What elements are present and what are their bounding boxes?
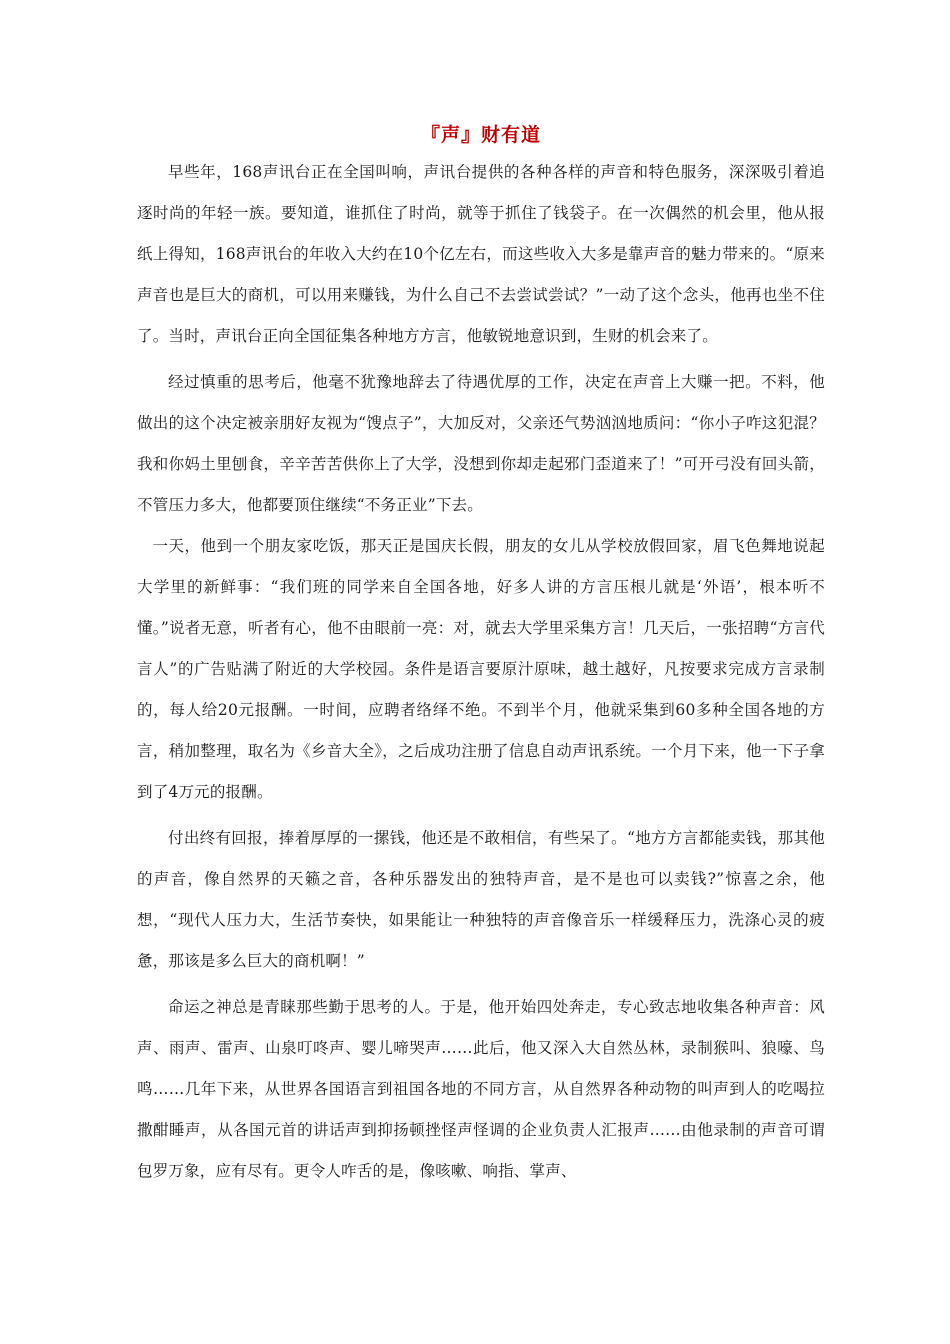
document-title: 『声』财有道 [420,124,541,146]
paragraph-1: 早些年，168声讯台正在全国叫响，声讯台提供的各种各样的声音和特色服务，深深吸引着追逐时尚的年轻一族。要知道，谁抓住了时尚，就等于抓住了钱袋子。在一次偶然的机会里，他从报纸上得知，168声讯台的年收入大约在10个亿左右，而这些收入大多是靠声音的魅力带来的。“原来声音也是巨大的商机，可以用来赚钱，为什么自己不去尝试尝试？”一动了这个念头，他再也坐不住了。当时，声讯台正向全国征集各种地方方言，他敏锐地意识到，生财的机会来了。 [137,163,825,345]
paragraph-4: 付出终有回报，捧着厚厚的一摞钱，他还是不敢相信，有些呆了。“地方方言都能卖钱，那其他的声音，像自然界的天籁之音，各种乐器发出的独特声音，是不是也可以卖钱?”惊喜之余，他想，“现代人压力大，生活节奏快，如果能让一种独特的声音像音乐一样缓释压力，洗涤心灵的疲惫，那该是多么巨大的商机啊！” [137,829,825,970]
document-page [137,118,825,1192]
paragraph-3: 一天，他到一个朋友家吃饭，那天正是国庆长假，朋友的女儿从学校放假回家，眉飞色舞地说起大学里的新鲜事：“我们班的同学来自全国各地，好多人讲的方言压根儿就是‘外语’，根本听不懂。”说者无意，听者有心，他不由眼前一亮：对，就去大学里采集方言！几天后，一张招聘“方言代言人”的广告贴满了附近的大学校园。条件是语言要原汁原味，越土越好，凡按要求完成方言录制的，每人给20元报酬。一时间，应聘者络绎不绝。不到半个月，他就采集到60多种全国各地的方言，稍加整理，取名为《乡音大全》，之后成功注册了信息自动声讯系统。一个月下来，他一下子拿到了4万元的报酬。 [137,537,825,801]
paragraph-5: 命运之神总是青睐那些勤于思考的人。于是，他开始四处奔走，专心致志地收集各种声音：风声、雨声、雷声、山泉叮咚声、婴儿啼哭声……此后，他又深入大自然丛林，录制猴叫、狼嚎、鸟鸣……几年下来，从世界各国语言到祖国各地的不同方言，从自然界各种动物的叫声到人的吃喝拉撒酣睡声，从各国元首的讲话声到抑扬顿挫怪声怪调的企业负责人汇报声……由他录制的声音可谓包罗万象，应有尽有。更令人咋舌的是，像咳嗽、响指、掌声、 [137,998,825,1180]
paragraph-2: 经过慎重的思考后，他毫不犹豫地辞去了待遇优厚的工作，决定在声音上大赚一把。不料，他做出的这个决定被亲朋好友视为“馊点子”，大加反对，父亲还气势汹汹地质问：“你小子咋这犯混？我和你妈土里刨食，辛辛苦苦供你上了大学，没想到你却走起邪门歪道来了！”可开弓没有回头箭，不管压力多大，他都要顶住继续“不务正业”下去。 [137,373,825,514]
